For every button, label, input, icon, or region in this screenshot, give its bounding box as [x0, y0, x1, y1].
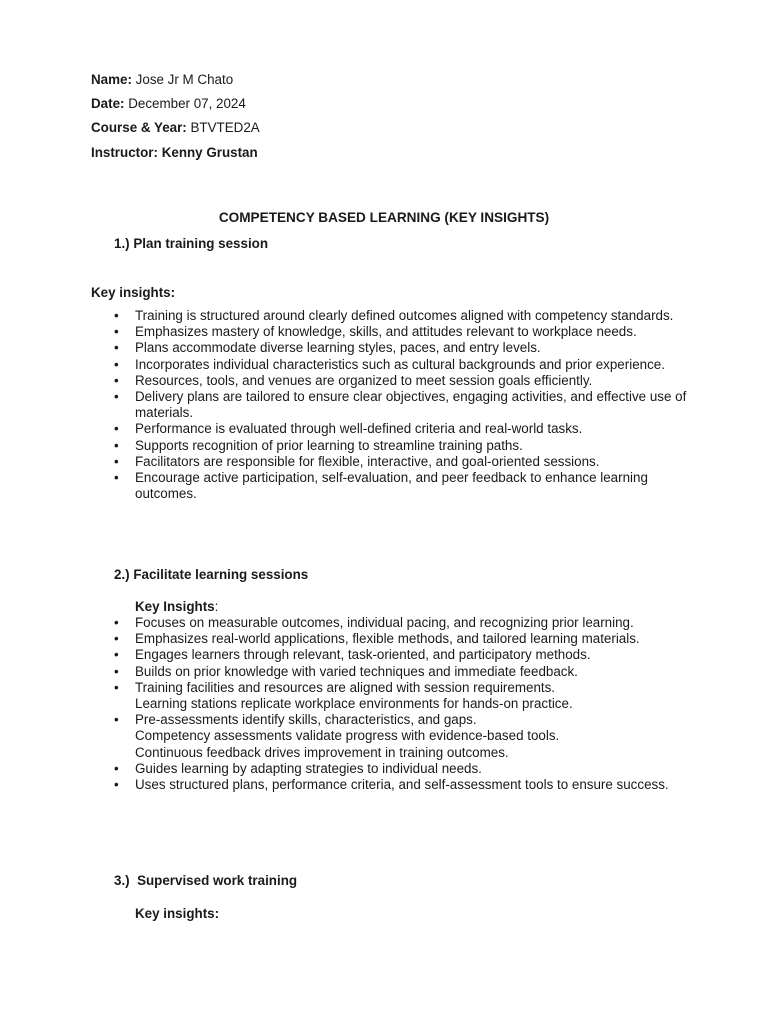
list-item — [114, 712, 694, 761]
section1-list — [114, 308, 694, 502]
list-item: • Performance is evaluated through well-defined criteria and real-world tasks. — [114, 421, 694, 437]
date-value: December 07, 2024 — [128, 96, 246, 111]
document-title: COMPETENCY BASED LEARNING (KEY INSIGHTS) — [218, 210, 550, 225]
list-item — [114, 680, 694, 712]
course-value: BTVTED2A — [190, 120, 260, 135]
list-item: • Builds on prior knowledge with varied techniques and immediate feedback. — [114, 664, 694, 680]
list-item-line: Learning stations replicate workplace environments for hands-on practice. — [135, 696, 573, 712]
list-item: • Uses structured plans, performance criteria, and self-assessment tools to ensure success. — [114, 777, 694, 793]
list-item-line: • Training facilities and resources are aligned with session requirements. — [135, 679, 556, 695]
instructor-label: Instructor: — [91, 145, 158, 160]
date-label: Date: — [91, 96, 125, 111]
section1-insights-label: Key insights: — [91, 285, 176, 300]
section1-heading: 1.) Plan training session — [114, 236, 269, 251]
list-item: • Guides learning by adapting strategies to individual needs. — [114, 761, 694, 777]
list-item: • Delivery plans are tailored to ensure clear objectives, engaging activities, and effective use of materials. — [114, 389, 694, 421]
list-item: • Incorporates individual characteristics such as cultural backgrounds and prior experience. — [114, 357, 694, 373]
date-line — [91, 96, 246, 112]
section2-list — [114, 615, 694, 793]
list-item: • Encourage active participation, self-evaluation, and peer feedback to enhance learning outcomes. — [114, 470, 694, 502]
list-item-line: Continuous feedback drives improvement in training outcomes. — [135, 744, 509, 760]
name-line — [91, 72, 233, 88]
section2-insights-line — [135, 599, 218, 615]
course-line — [91, 120, 260, 136]
name-value: Jose Jr M Chato — [135, 72, 234, 87]
list-item-line: • Pre-assessments identify skills, characteristics, and gaps. — [135, 712, 477, 728]
instructor-line — [91, 145, 258, 161]
course-label: Course & Year: — [91, 120, 187, 135]
list-item: • Resources, tools, and venues are organized to meet session goals efficiently. — [114, 373, 694, 389]
list-item: • Emphasizes mastery of knowledge, skills, and attitudes relevant to workplace needs. — [114, 324, 694, 340]
instructor-value: Kenny Grustan — [161, 145, 258, 160]
section3-heading: 3.) Supervised work training — [114, 873, 298, 888]
list-item: • Emphasizes real-world applications, flexible methods, and tailored learning materials. — [114, 631, 694, 647]
section3-insights-label: Key insights: — [135, 906, 220, 921]
list-item: • Focuses on measurable outcomes, individual pacing, and recognizing prior learning. — [114, 615, 694, 631]
section2-insights-label: Key Insights — [135, 599, 215, 614]
list-item: • Facilitators are responsible for flexible, interactive, and goal-oriented sessions. — [114, 454, 694, 470]
name-label: Name: — [91, 72, 132, 87]
list-item-line: Competency assessments validate progress with evidence-based tools. — [135, 728, 560, 744]
section2-insights-colon: : — [214, 599, 219, 614]
list-item: • Engages learners through relevant, task-oriented, and participatory methods. — [114, 647, 694, 663]
section2-heading: 2.) Facilitate learning sessions — [114, 567, 309, 582]
list-item: • Training is structured around clearly defined outcomes aligned with competency standards. — [114, 308, 694, 324]
list-item: • Supports recognition of prior learning to streamline training paths. — [114, 438, 694, 454]
list-item: • Plans accommodate diverse learning styles, paces, and entry levels. — [114, 340, 694, 356]
